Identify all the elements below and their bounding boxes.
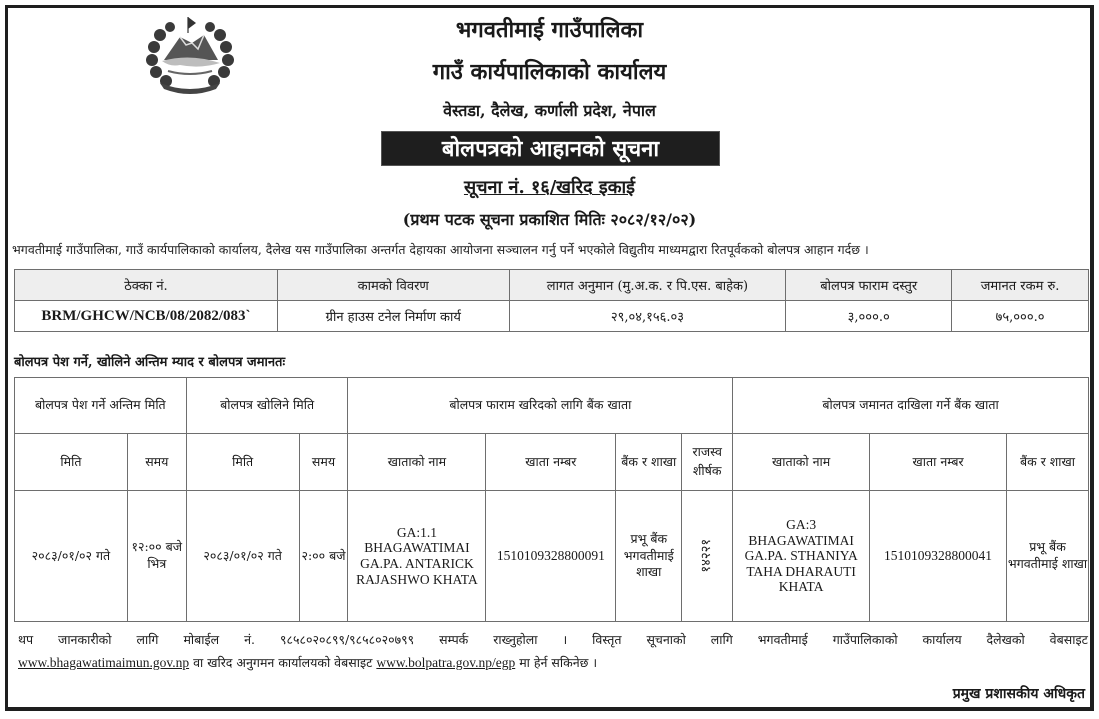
municipality-website-link[interactable]: www.bhagawatimaimun.gov.np bbox=[18, 655, 190, 670]
publication-date: (प्रथम पटक सूचना प्रकाशित मितिः २०८२/१२/०२) bbox=[402, 210, 697, 229]
footer-word: दैलेखको bbox=[986, 632, 1025, 647]
header-bank-branch: बैंक र शाखा bbox=[1007, 434, 1089, 491]
contract-table bbox=[14, 269, 1089, 332]
footer-word: लागि bbox=[136, 632, 159, 647]
footer-word: भगवतीमाई bbox=[757, 632, 808, 647]
header-account-number: खाता नम्बर bbox=[486, 434, 616, 491]
bid-security: ७५,०००.० bbox=[952, 301, 1089, 332]
notice-number: सूचना नं. १६/खरिद इकाई bbox=[463, 177, 636, 198]
footer-word: वेबसाइट bbox=[1049, 632, 1088, 647]
submission-time: १२:०० बजे भित्र bbox=[127, 491, 186, 622]
header-revenue-head: राजस्व शीर्षक bbox=[682, 434, 733, 491]
submission-date: २०८३/०१/०२ गते bbox=[15, 491, 128, 622]
cost-estimate: २९,०४,१५६.०३ bbox=[509, 301, 786, 332]
header-account-number: खाता नम्बर bbox=[870, 434, 1007, 491]
header-time: समय bbox=[127, 434, 186, 491]
header-date: मिति bbox=[15, 434, 128, 491]
footer-word: गाउँपालिकाको bbox=[832, 632, 898, 647]
header-bank-branch: बैंक र शाखा bbox=[616, 434, 682, 491]
opening-date: २०८३/०१/०२ गते bbox=[186, 491, 299, 622]
footer-word: । bbox=[562, 632, 568, 647]
schedule-title: बोलपत्र पेश गर्ने, खोलिने अन्तिम म्याद र बोलपत्र जमानतः bbox=[14, 355, 286, 370]
footer-mid-text: वा खरिद अनुगमन कार्यालयको वेबसाइट bbox=[189, 655, 377, 670]
header-form-fee: बोलपत्र फाराम दस्तुर bbox=[786, 270, 952, 301]
header-opening-date: बोलपत्र खोलिने मिति bbox=[186, 378, 348, 434]
form-bank-branch: प्रभू बैंक भगवतीमाई शाखा bbox=[616, 491, 682, 622]
contract-no: BRM/GHCW/NCB/08/2082/083` bbox=[15, 301, 278, 332]
header-submission-deadline: बोलपत्र पेश गर्ने अन्तिम मिति bbox=[15, 378, 187, 434]
footer-end-text: मा हेर्न सकिनेछ । bbox=[515, 655, 598, 670]
footer-word: सूचनाको bbox=[646, 632, 686, 647]
footer-word: नं. bbox=[244, 632, 256, 647]
footer-word: राख्नुहोला bbox=[493, 632, 538, 647]
contract-table-header bbox=[15, 270, 1089, 301]
intro-paragraph: भगवतीमाई गाउँपालिका, गाउँ कार्यपालिकाको कार्यालय, दैलेख यस गाउँपालिका अन्तर्गत देहायका आयोजना सञ्चालन गर्नु पर्ने भएकोले विद्युतीय माध्यमद्वारा रितपूर्वकको बोलपत्र आहान गर्दछ । bbox=[12, 242, 869, 257]
table-row bbox=[15, 491, 1089, 622]
form-fee: ३,०००.० bbox=[786, 301, 952, 332]
footer-word: विस्तृत bbox=[592, 632, 622, 647]
contact-phone-numbers: ९८५८०२०८९९/९८५८०२०७९९ bbox=[279, 632, 415, 647]
header-date: मिति bbox=[186, 434, 299, 491]
form-account-name: GA:1.1 BHAGAWATIMAI GA.PA. ANTARICK RAJASHWO KHATA bbox=[348, 491, 486, 622]
revenue-head: १४२२१ bbox=[699, 539, 715, 573]
header-form-purchase-account: बोलपत्र फाराम खरिदको लागि बैंक खाता bbox=[348, 378, 733, 434]
footer-line-1 bbox=[18, 631, 1088, 648]
header-bid-security: जमानत रकम रु. bbox=[952, 270, 1089, 301]
footer-word: मोबाईल bbox=[183, 632, 220, 647]
footer-line-2 bbox=[18, 654, 597, 671]
office-name: गाउँ कार्यपालिकाको कार्यालय bbox=[432, 59, 667, 85]
bond-account-number: 1510109328800041 bbox=[870, 491, 1007, 622]
group-header-row bbox=[15, 378, 1089, 434]
footer-word: लागि bbox=[710, 632, 733, 647]
footer-word: थप bbox=[18, 632, 34, 647]
notice-title-banner: बोलपत्रको आहानको सूचना bbox=[381, 131, 720, 166]
header-work-description: कामको विवरण bbox=[277, 270, 509, 301]
opening-time: २:०० बजे bbox=[299, 491, 348, 622]
schedule-table bbox=[14, 377, 1089, 622]
table-row bbox=[15, 301, 1089, 332]
office-address: वेस्तडा, दैलेख, कर्णाली प्रदेश, नेपाल bbox=[443, 101, 656, 120]
work-description: ग्रीन हाउस टनेल निर्माण कार्य bbox=[277, 301, 509, 332]
sub-header-row bbox=[15, 434, 1089, 491]
footer-word: जानकारीको bbox=[58, 632, 112, 647]
municipality-name: भगवतीमाई गाउँपालिका bbox=[455, 17, 644, 43]
header-account-name: खाताको नाम bbox=[733, 434, 870, 491]
header-bid-security-account: बोलपत्र जमानत दाखिला गर्ने बैंक खाता bbox=[733, 378, 1089, 434]
footer-word: सम्पर्क bbox=[439, 632, 469, 647]
footer-word: कार्यालय bbox=[922, 632, 962, 647]
bond-account-name: GA:3 BHAGAWATIMAI GA.PA. STHANIYA TAHA DHARAUTI KHATA bbox=[733, 491, 870, 622]
bolpatra-website-link[interactable]: www.bolpatra.gov.np/egp bbox=[376, 655, 516, 670]
header-account-name: खाताको नाम bbox=[348, 434, 486, 491]
bond-bank-branch: प्रभू बैंक भगवतीमाई शाखा bbox=[1007, 491, 1089, 622]
header-time: समय bbox=[299, 434, 348, 491]
form-account-number: 1510109328800091 bbox=[486, 491, 616, 622]
revenue-head-cell bbox=[682, 491, 733, 622]
signatory-title: प्रमुख प्रशासकीय अधिकृत bbox=[952, 686, 1085, 702]
header-cost-estimate: लागत अनुमान (मु.अ.क. र पि.एस. बाहेक) bbox=[509, 270, 786, 301]
header-contract-no: ठेक्का नं. bbox=[15, 270, 278, 301]
